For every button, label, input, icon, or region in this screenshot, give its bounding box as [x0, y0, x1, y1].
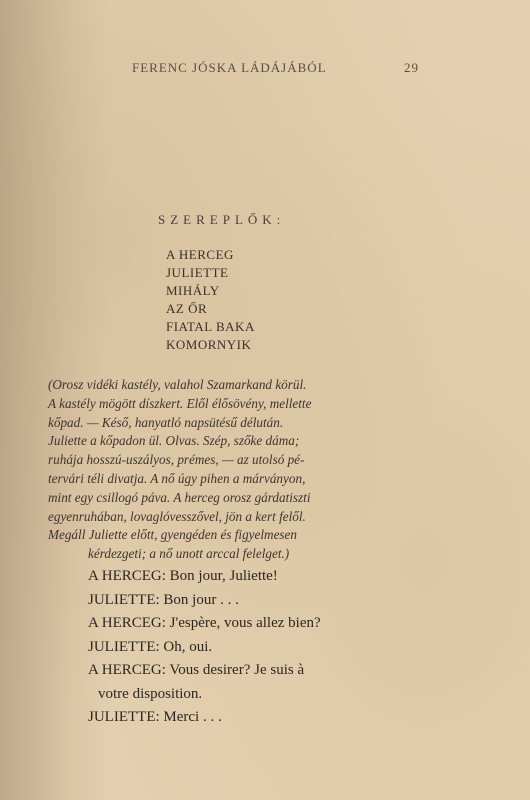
cast-item: A HERCEG	[166, 247, 234, 262]
dialogue	[88, 565, 418, 730]
cast-heading: SZEREPLŐK:	[158, 212, 286, 227]
stage-line: ruhája hosszú-uszályos, prémes, — az utolsó pé-	[48, 452, 305, 468]
stage-line: egyenruhában, lovaglóvesszővel, jön a kert felől.	[48, 508, 306, 524]
stage-line: kérdezgeti; a nő unott arccal felelget.)	[88, 546, 290, 562]
cast-item: KOMORNYIK	[166, 337, 252, 352]
running-title: FERENC JÓSKA LÁDÁJÁBÓL	[132, 60, 327, 75]
cast-item: JULIETTE	[166, 265, 229, 280]
dialogue-line: JULIETTE: Merci . . .	[88, 709, 222, 725]
stage-line: A kastély mögött díszkert. Elől élősövény, mellette	[48, 395, 312, 411]
page-number: 29	[404, 60, 419, 75]
stage-line: tervári téli divatja. A nő úgy pihen a márványon,	[48, 470, 306, 486]
stage-direction	[48, 376, 426, 564]
cast-list	[166, 246, 255, 354]
dialogue-line: JULIETTE: Oh, oui.	[88, 638, 213, 655]
stage-line: (Orosz vidéki kastély, valahol Szamarkand körül.	[48, 377, 307, 392]
dialogue-line: JULIETTE: Bon jour . . .	[88, 591, 239, 608]
dialogue-line: votre disposition.	[98, 685, 203, 702]
dialogue-line: A HERCEG: Bon jour, Juliette!	[88, 568, 278, 584]
cast-item: MIHÁLY	[166, 283, 220, 298]
dialogue-line: A HERCEG: Vous desirer? Je suis à	[88, 662, 305, 678]
cast-item: FIATAL BAKA	[166, 319, 255, 334]
stage-line: Megáll Juliette előtt, gyengéden és figyelmesen	[48, 527, 297, 543]
stage-line: mint egy csillogó páva. A herceg orosz gárdatiszti	[48, 489, 311, 505]
dialogue-line: A HERCEG: J'espère, vous allez bien?	[88, 615, 321, 631]
cast-item: AZ ŐR	[166, 301, 208, 316]
stage-line: Juliette a kőpadon ül. Olvas. Szép, szőke dáma;	[48, 433, 300, 449]
stage-line: kőpad. — Késő, hanyatló napsütésű délután.	[48, 414, 284, 430]
